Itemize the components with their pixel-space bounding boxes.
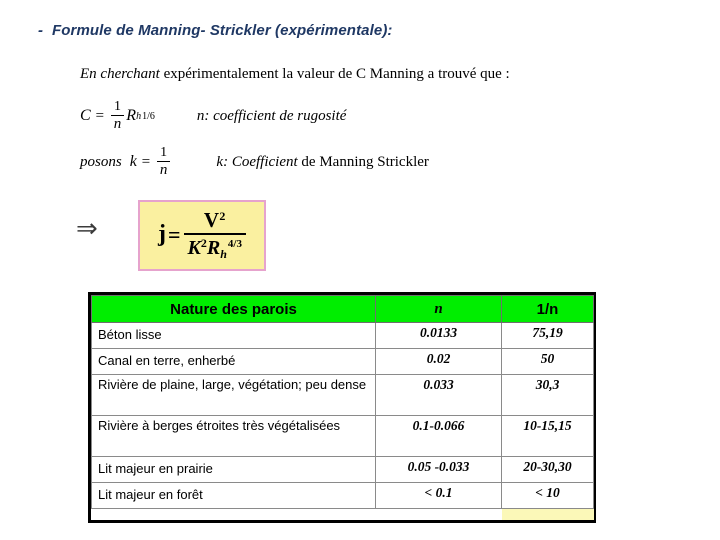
- boxed-formula-numerator: [200, 207, 230, 233]
- boxed-formula-denominator-k-exponent: 2: [200, 235, 207, 250]
- table-row: [92, 323, 594, 349]
- boxed-formula-denominator-r-subscript: h: [220, 246, 227, 261]
- cell-inverse-n: 75,19: [502, 323, 594, 349]
- equation1-fraction: [111, 100, 125, 132]
- boxed-formula-equals: =: [168, 221, 181, 247]
- table-row: [92, 375, 594, 416]
- boxed-formula-lhs: j: [158, 221, 166, 247]
- intro-rest-fragment: expérimentalement la valeur de C Manning a trouvé que :: [159, 66, 510, 82]
- equation1-exponent: 1/6: [142, 110, 155, 122]
- equation2-lead: posons: [80, 153, 122, 170]
- cell-n: 0.02: [376, 349, 502, 375]
- table-row: [92, 483, 594, 509]
- title-bullet-dash: -: [38, 22, 43, 39]
- boxed-formula-denominator-k: K: [187, 236, 201, 259]
- cell-n: 0.1-0.066: [376, 416, 502, 457]
- column-header-n: n: [376, 296, 502, 323]
- table-row: [92, 349, 594, 375]
- table-header-row: [92, 296, 594, 323]
- footer-strip-blank: [376, 509, 502, 521]
- equation1-numerator: 1: [114, 99, 122, 114]
- table-row: [92, 416, 594, 457]
- equation-manning-c: [80, 100, 346, 132]
- cell-n: 0.033: [376, 375, 502, 416]
- column-header-inverse-n: 1/n: [502, 296, 594, 323]
- table-row: [92, 457, 594, 483]
- table-footer-strip: [92, 509, 594, 521]
- cell-inverse-n: < 10: [502, 483, 594, 509]
- equation2-desc-italic: Coefficient: [231, 153, 298, 170]
- boxed-formula-content: [158, 207, 246, 261]
- page-title: [38, 22, 393, 39]
- cell-nature: Canal en terre, enherbé: [92, 349, 376, 375]
- equation1-desc-sep: :: [204, 107, 210, 124]
- cell-n: 0.0133: [376, 323, 502, 349]
- column-header-nature: Nature des parois: [92, 296, 376, 323]
- boxed-formula-numerator-base: V: [203, 207, 220, 232]
- cell-nature: Lit majeur en prairie: [92, 457, 376, 483]
- table-header: [92, 296, 594, 323]
- equation1-equals: =: [94, 107, 105, 124]
- implies-arrow-icon: ⇒: [76, 214, 98, 244]
- cell-nature: Béton lisse: [92, 323, 376, 349]
- intro-italic-fragment: En cherchant: [80, 66, 160, 82]
- cell-n: 0.05 -0.033: [376, 457, 502, 483]
- cell-nature: Lit majeur en forêt: [92, 483, 376, 509]
- cell-nature: Rivière à berges étroites très végétalisées: [92, 416, 376, 457]
- footer-strip-blank: [92, 509, 376, 521]
- boxed-formula-fraction: [184, 207, 246, 261]
- boxed-formula-numerator-exponent: 2: [219, 208, 226, 223]
- equation-manning-k: [80, 146, 429, 178]
- boxed-formula-denominator-r-exponent: 4/3: [227, 237, 242, 250]
- boxed-formula-denominator: [184, 235, 246, 260]
- equation1-radius-subscript: h: [136, 110, 142, 122]
- equation2-description: [216, 154, 428, 171]
- equation2-desc-sep: :: [223, 153, 229, 170]
- equation2-lhs: k: [129, 153, 137, 170]
- equation2-desc-var: k: [216, 153, 224, 170]
- boxed-formula-denominator-r: R: [206, 236, 221, 259]
- equation2-numerator: 1: [160, 145, 168, 160]
- cell-nature: Rivière de plaine, large, végétation; peu dense: [92, 375, 376, 416]
- roughness-table: [91, 295, 594, 520]
- equation1-desc-var: n: [196, 107, 205, 124]
- cell-inverse-n: 50: [502, 349, 594, 375]
- equation2-desc-rest: de Manning Strickler: [297, 153, 429, 170]
- equation2-denominator: n: [159, 162, 168, 178]
- equation2-fraction: [157, 146, 171, 178]
- cell-n: < 0.1: [376, 483, 502, 509]
- roughness-table-container: [88, 292, 596, 523]
- equation1-desc-text: coefficient de rugosité: [213, 107, 347, 124]
- equation1-radius-symbol: R: [126, 107, 137, 124]
- cell-inverse-n: 10-15,15: [502, 416, 594, 457]
- boxed-formula: [138, 200, 266, 271]
- cell-inverse-n: 30,3: [502, 375, 594, 416]
- cell-inverse-n: 20-30,30: [502, 457, 594, 483]
- title-text: Formule de Manning- Strickler (expérimentale):: [52, 22, 393, 39]
- equation1-denominator: n: [113, 116, 122, 132]
- footer-strip-highlight: [502, 509, 594, 521]
- equation2-equals: =: [140, 153, 151, 170]
- equation1-lhs: C: [80, 107, 91, 124]
- equation1-description: [197, 108, 347, 125]
- table-body: [92, 323, 594, 521]
- intro-sentence: [80, 66, 510, 83]
